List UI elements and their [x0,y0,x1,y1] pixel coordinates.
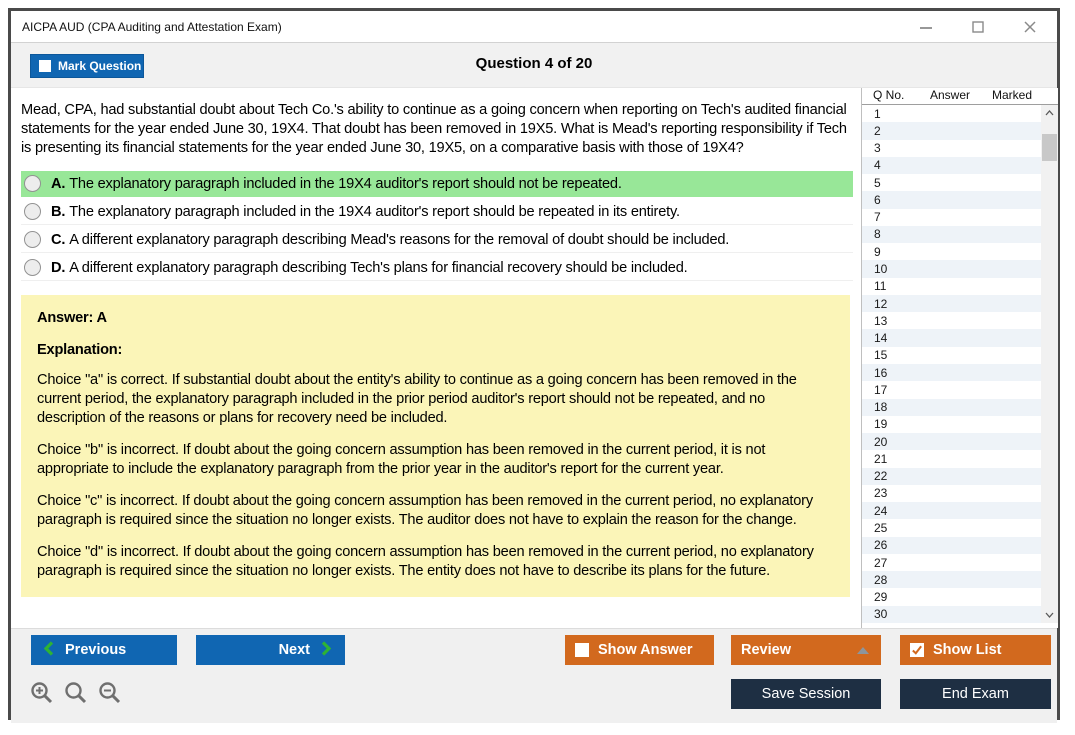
list-item[interactable] [862,364,1042,381]
list-cell-q_no: 6 [874,192,881,207]
list-item[interactable] [862,433,1042,450]
option-radio[interactable] [24,231,41,248]
previous-label: Previous [65,642,127,658]
list-item[interactable] [862,468,1042,485]
answer-heading: Answer: A [37,310,107,326]
chevron-right-icon [321,641,331,660]
answer-option[interactable] [21,171,853,197]
column-answer: Answer [930,88,971,102]
scroll-up-icon[interactable] [1041,105,1058,121]
list-cell-q_no: 18 [874,400,888,415]
list-item[interactable] [862,571,1042,588]
review-dropdown[interactable] [731,635,881,665]
list-item[interactable] [862,588,1042,605]
option-text: B. The explanatory paragraph included in the 19X4 auditor's report should be repeated in its entirety. [51,203,680,220]
list-item[interactable] [862,347,1042,364]
chevron-left-icon [44,641,54,660]
list-item[interactable] [862,399,1042,416]
show-answer-checkbox[interactable] [575,643,589,657]
list-scrollbar[interactable] [1041,105,1058,623]
list-cell-q_no: 20 [874,434,888,449]
answer-option[interactable] [21,199,853,225]
list-item[interactable] [862,554,1042,571]
show-list-checkbox[interactable] [910,643,924,657]
zoom-reset-icon[interactable] [64,681,89,711]
zoom-out-icon[interactable] [98,681,123,711]
window-title: AICPA AUD (CPA Auditing and Attestation Exam) [22,19,282,34]
minimize-icon[interactable] [913,16,939,38]
option-text: A. The explanatory paragraph included in the 19X4 auditor's report should not be repeated. [51,175,622,192]
answer-option[interactable] [21,227,853,253]
list-item[interactable] [862,312,1042,329]
list-item[interactable] [862,243,1042,260]
question-rows [862,105,1042,623]
list-cell-q_no: 2 [874,123,881,138]
maximize-icon[interactable] [965,16,991,38]
explanation-paragraph: Choice "d" is incorrect. If doubt about the going concern assumption has been removed in the current period, no explanatory paragraph is required since the situation no longer exists. The entity does not have to describe its plans for the future. [37,544,814,579]
list-item[interactable] [862,416,1042,433]
scrollbar-thumb[interactable] [1042,134,1057,161]
list-cell-q_no: 17 [874,382,888,397]
list-item[interactable] [862,105,1042,122]
list-item[interactable] [862,140,1042,157]
list-cell-q_no: 14 [874,331,888,346]
options-list [21,171,853,281]
next-button[interactable] [196,635,345,665]
list-item[interactable] [862,122,1042,139]
scroll-down-icon[interactable] [1041,607,1058,623]
option-text: C. A different explanatory paragraph describing Mead's reasons for the removal of doubt should be included. [51,231,730,248]
list-item[interactable] [862,295,1042,312]
mark-question-checkbox[interactable] [39,60,51,72]
list-cell-q_no: 22 [874,469,888,484]
save-session-label: Save Session [761,686,851,702]
list-item[interactable] [862,278,1042,295]
list-item[interactable] [862,519,1042,536]
review-label: Review [741,642,791,658]
list-cell-q_no: 21 [874,451,888,466]
list-cell-q_no: 23 [874,486,888,501]
list-item[interactable] [862,537,1042,554]
list-item[interactable] [862,485,1042,502]
explanation-paragraph: Choice "b" is incorrect. If doubt about the going concern assumption has been removed in the current period, it is not appropriate to include the explanatory paragraph from the prior year in the auditor's report for the current year. [37,442,766,477]
next-label: Next [278,642,310,658]
show-list-button[interactable] [900,635,1051,665]
mark-question-label: Mark Question [58,59,142,73]
list-cell-q_no: 19 [874,417,888,432]
list-cell-q_no: 24 [874,503,888,518]
end-exam-label: End Exam [942,686,1009,702]
list-cell-q_no: 9 [874,244,881,259]
list-cell-q_no: 4 [874,158,881,173]
show-list-label: Show List [933,642,1002,658]
show-answer-label: Show Answer [598,642,693,658]
list-item[interactable] [862,450,1042,467]
list-item[interactable] [862,329,1042,346]
list-cell-q_no: 13 [874,313,888,328]
list-cell-q_no: 5 [874,175,881,190]
list-cell-q_no: 7 [874,210,881,225]
explanation-paragraph: Choice "a" is correct. If substantial doubt about the entity's ability to continue as a going concern has been removed in the current period, the explanatory paragraph included in the prior period auditor's report should not be repeated, and no description of the reasons or plans for recovery need be included. [37,372,797,426]
list-cell-q_no: 28 [874,572,888,587]
answer-option[interactable] [21,255,853,281]
close-icon[interactable] [1017,16,1043,38]
show-answer-button[interactable] [565,635,714,665]
question-list-sidebar [861,88,1058,628]
column-marked: Marked [992,88,1033,102]
list-cell-q_no: 25 [874,521,888,535]
window-controls [913,11,1043,42]
option-radio[interactable] [24,175,41,192]
zoom-in-icon[interactable] [30,681,55,711]
answer-explanation-panel [21,295,850,597]
mark-question-button[interactable] [30,54,144,78]
list-item[interactable] [862,157,1042,174]
list-cell-q_no: 8 [874,227,881,242]
header-band [11,42,1057,88]
title-bar [11,11,1057,42]
app-window [8,8,1060,720]
save-session-button[interactable] [731,679,881,709]
list-item[interactable] [862,209,1042,226]
question-text: Mead, CPA, had substantial doubt about Tech Co.'s ability to continue as a going concern when reporting on Tech's audited financial statements for the year ended June 30, 19X4. That doubt has been removed in 19X5. What is Mead's reporting responsibility if Tech is presenting its financial statements for the year ended June 30, 19X5, on a comparative basis with those of 19X4? [21,102,847,156]
list-cell-q_no: 30 [874,607,888,622]
list-cell-q_no: 29 [874,590,888,605]
zoom-controls [30,681,123,711]
list-item[interactable] [862,381,1042,398]
question-list-header [862,88,1058,105]
list-cell-q_no: 11 [874,279,887,294]
end-exam-button[interactable] [900,679,1051,709]
column-q-no: Q No. [873,88,905,102]
list-item[interactable] [862,226,1042,243]
footer-bar [11,628,1057,723]
option-radio[interactable] [24,259,41,276]
explanation-heading: Explanation: [37,342,123,358]
list-item[interactable] [862,174,1042,191]
chevron-up-icon [857,647,869,654]
list-cell-q_no: 10 [874,262,888,277]
previous-button[interactable] [31,635,177,665]
list-item[interactable] [862,502,1042,519]
list-cell-q_no: 16 [874,365,888,380]
list-cell-q_no: 15 [874,348,888,363]
list-item[interactable] [862,260,1042,277]
list-item[interactable] [862,606,1042,623]
list-cell-q_no: 26 [874,538,888,553]
option-radio[interactable] [24,203,41,220]
list-cell-q_no: 12 [874,296,888,311]
list-cell-q_no: 1 [874,106,881,121]
explanation-paragraph: Choice "c" is incorrect. If doubt about the going concern assumption has been removed in the current period, no explanatory paragraph is required since the situation no longer exists. The auditor does not have to explain the reason for the change. [37,493,813,528]
question-counter: Question 4 of 20 [475,55,593,72]
list-item[interactable] [862,191,1042,208]
list-cell-q_no: 3 [874,141,881,156]
option-text: D. A different explanatory paragraph describing Tech's plans for financial recovery should be included. [51,259,688,276]
question-area [11,88,861,628]
list-cell-q_no: 27 [874,555,888,570]
